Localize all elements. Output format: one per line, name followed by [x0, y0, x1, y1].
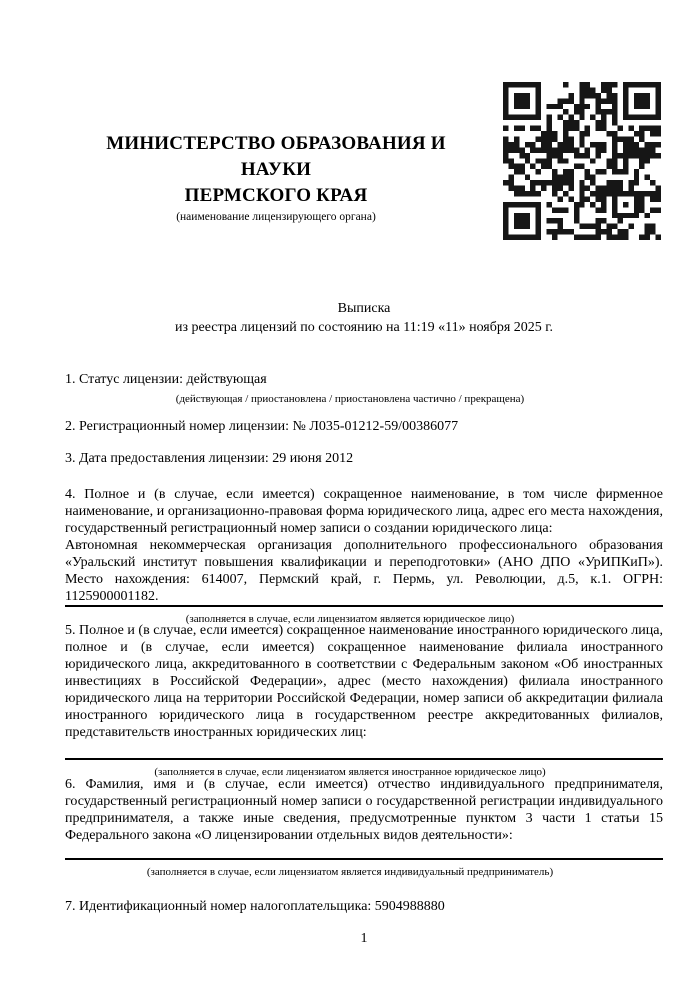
qr-code — [503, 82, 661, 240]
document-title — [65, 299, 663, 337]
foreign-entity-underline — [65, 758, 663, 760]
ministry-name-line2: ПЕРМСКОГО КРАЯ — [184, 185, 368, 206]
license-status-caption: (действующая / приостановлена / приостановлена частично / прекращена) — [175, 393, 525, 405]
taxpayer-number-text: 7. Идентификационный номер налогоплательщика: 5904988880 — [65, 899, 445, 914]
field-foreign-entity — [65, 622, 663, 780]
document-title-line2: из реестра лицензий по состоянию на 11:19 «11» ноября 2025 г. — [175, 320, 553, 335]
document-title-line1: Выписка — [337, 301, 391, 316]
foreign-entity-empty-value — [65, 741, 663, 758]
license-status-text: 1. Статус лицензии: действующая — [65, 372, 267, 387]
field-license-status — [65, 371, 663, 407]
registration-number-text: 2. Регистрационный номер лицензии: № Л035-01212-59/00386077 — [65, 419, 459, 434]
foreign-entity-statement: 5. Полное и (в случае, если имеется) сокращенное наименование иностранного юридического лица, полное и (в случае, если имеется) сокращенное наименование филиала иностранного юридического лица, аккредитованного в соответствии с Федеральным законом «Об иностранных инвестициях в Российской Федерации», адрес (место нахождения) филиала иностранного юридического лица на территории Российской Федерации, номер записи об аккредитации филиала иностранного юридического лица в государственном реестре аккредитованных филиалов, представительств иностранных юридических лиц: — [65, 623, 663, 740]
page-number: 1 — [360, 931, 368, 946]
field-license-date — [65, 450, 663, 467]
entrepreneur-empty-value — [65, 844, 663, 858]
foreign-entity-caption: (заполняется в случае, если лицензиатом является иностранное юридическое лицо) — [154, 766, 546, 778]
legal-entity-statement: 4. Полное и (в случае, если имеется) сокращенное наименование, в том числе фирменное наименование, и организационно-правовая форма юридического лица, адрес его места нахождения, государственный регистрационный номер записи о создании юридического лица: — [65, 487, 663, 536]
legal-entity-underline — [65, 605, 663, 607]
entrepreneur-underline — [65, 858, 663, 860]
entrepreneur-statement: 6. Фамилия, имя и (в случае, если имеется) отчество индивидуального предпринимателя, государственный регистрационный номер записи о государственной регистрации индивидуального предпринимателя, а также иные сведения, предусмотренные пунктом 3 части 1 статьи 15 Федерального закона «О лицензировании отдельных видов деятельности»: — [65, 777, 663, 843]
license-date-text: 3. Дата предоставления лицензии: 29 июня 2012 — [65, 451, 354, 466]
legal-entity-caption: (заполняется в случае, если лицензиатом является юридическое лицо) — [185, 613, 515, 625]
ministry-caption: (наименование лицензирующего органа) — [176, 211, 376, 223]
licensing-authority-header — [70, 131, 482, 224]
field-taxpayer-number — [65, 898, 663, 915]
ministry-name-line1: МИНИСТЕРСТВО ОБРАЗОВАНИЯ И НАУКИ — [106, 133, 446, 180]
field-registration-number — [65, 418, 663, 435]
entrepreneur-caption: (заполняется в случае, если лицензиатом является индивидуальный предприниматель) — [146, 866, 554, 878]
field-individual-entrepreneur — [65, 776, 663, 880]
field-legal-entity — [65, 486, 663, 627]
legal-entity-value: Автономная некоммерческая организация дополнительного профессионального образования «Уральский институт повышения квалификации и переподготовки» (АНО ДПО «УрИПКиП»). Место нахождения: 614007, Пермский край, г. Пермь, ул. Революции, д.5, к.1. ОГРН: 1125900001182. — [65, 538, 663, 604]
